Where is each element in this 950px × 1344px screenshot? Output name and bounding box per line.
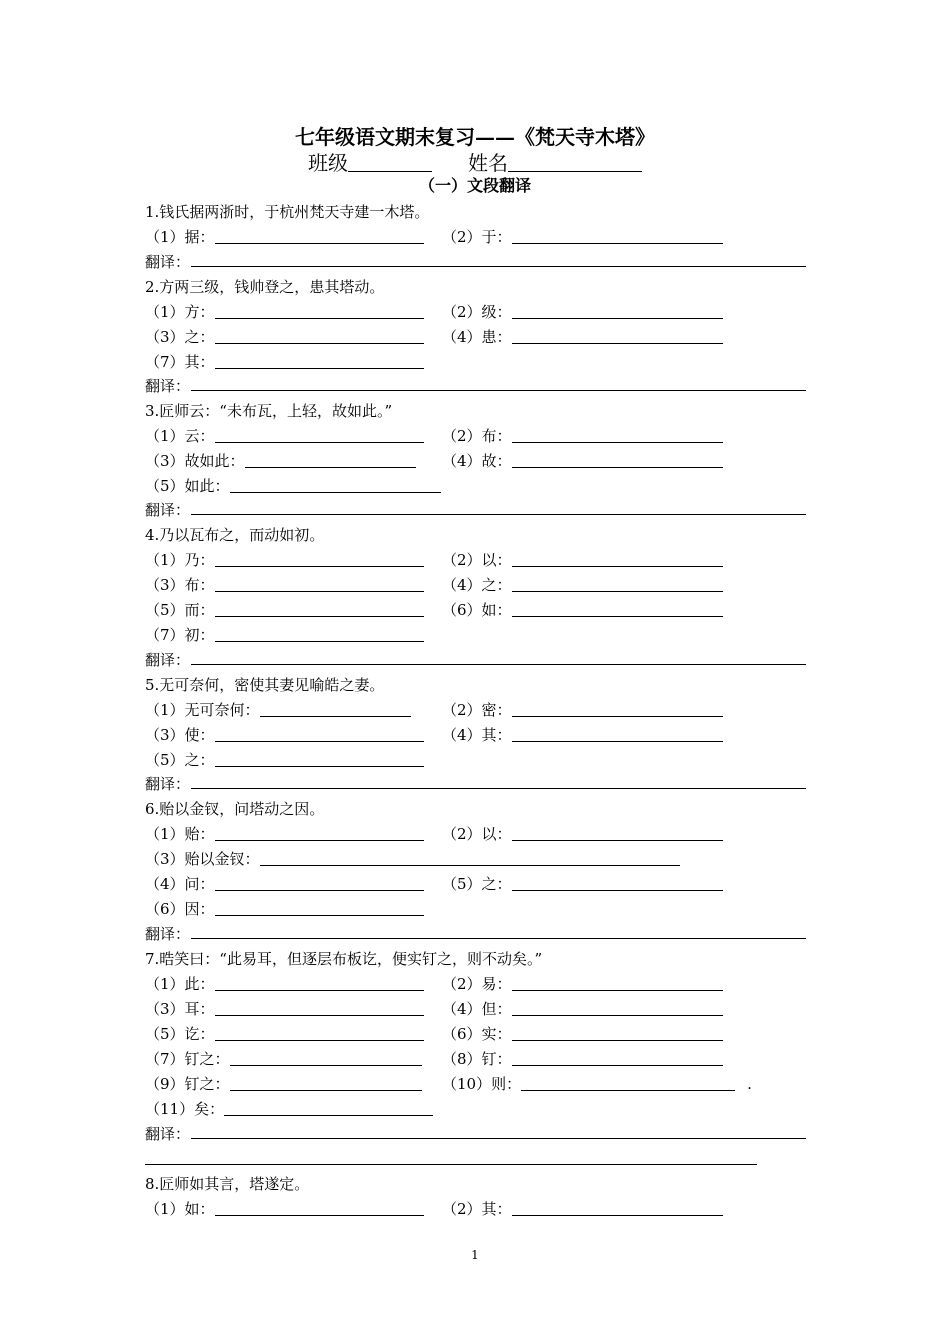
section-title: （一）文段翻译 <box>418 176 531 195</box>
item-label: （2）布： <box>442 427 512 445</box>
answer-blank[interactable] <box>215 1026 424 1041</box>
item-label: （2）以： <box>442 825 512 843</box>
answer-blank[interactable] <box>512 727 723 742</box>
question-sentence: 5.无可奈何，密使其妻见喻皓之妻。 <box>145 676 385 694</box>
answer-blank[interactable] <box>512 1201 723 1216</box>
item-label: （5）之： <box>442 875 512 893</box>
item-label: （2）以： <box>442 551 512 569</box>
item-label: （3）之： <box>145 328 215 346</box>
item-label: （5）如此： <box>145 477 230 495</box>
name-label: 姓名 <box>468 151 508 175</box>
translation-row <box>145 924 190 944</box>
translation-row <box>145 1124 190 1144</box>
answer-blank[interactable] <box>512 1026 723 1041</box>
answer-blank[interactable] <box>215 354 424 369</box>
answer-blank[interactable] <box>215 901 424 916</box>
answer-blank[interactable] <box>512 826 723 841</box>
translation-blank[interactable] <box>191 252 806 267</box>
item-label: （7）钉之： <box>145 1050 230 1068</box>
answer-blank[interactable] <box>215 727 424 742</box>
translate-label: 翻译： <box>145 377 191 395</box>
item-label: （1）如： <box>145 1200 215 1218</box>
translation-blank[interactable] <box>191 376 806 391</box>
answer-blank[interactable] <box>215 627 424 642</box>
answer-blank[interactable] <box>230 1076 422 1091</box>
answer-blank[interactable] <box>215 577 424 592</box>
question-sentence: 6.贻以金钗，问塔动之因。 <box>145 800 325 818</box>
item-label: （1）据： <box>145 228 215 246</box>
item-label: （4）故： <box>442 452 512 470</box>
translation-row <box>145 500 190 520</box>
answer-blank[interactable] <box>512 702 723 717</box>
item-label: （4）之： <box>442 576 512 594</box>
item-label: （5）讫： <box>145 1025 215 1043</box>
answer-blank[interactable] <box>512 602 723 617</box>
translation-row <box>145 650 190 670</box>
question-sentence: 4.乃以瓦布之，而动如初。 <box>145 526 325 544</box>
item-label: （6）如： <box>442 601 512 619</box>
answer-blank[interactable] <box>215 329 424 344</box>
answer-blank[interactable] <box>245 453 416 468</box>
answer-blank[interactable] <box>230 478 441 493</box>
item-label: （8）钉： <box>442 1050 512 1068</box>
item-label: （1）云： <box>145 427 215 445</box>
answer-blank[interactable] <box>224 1101 433 1116</box>
item-label: （3）耳： <box>145 1000 215 1018</box>
answer-blank[interactable] <box>512 428 723 443</box>
item-label: （1）此： <box>145 975 215 993</box>
name-blank[interactable] <box>508 151 642 172</box>
answer-blank[interactable] <box>512 453 723 468</box>
translation-blank[interactable] <box>191 500 806 515</box>
translate-label: 翻译： <box>145 253 191 271</box>
answer-blank[interactable] <box>215 1001 424 1016</box>
student-info-row <box>0 151 950 175</box>
item-label: （2）密： <box>442 701 512 719</box>
class-label: 班级 <box>308 151 348 175</box>
answer-blank[interactable] <box>512 976 723 991</box>
answer-blank[interactable] <box>215 428 424 443</box>
question-sentence: 7.晧笑曰：“此易耳，但逐层布板讫，便实钉之，则不动矣。” <box>145 950 543 968</box>
item-label: （6）实： <box>442 1025 512 1043</box>
item-label: （11）矣： <box>145 1100 225 1118</box>
translation-row <box>145 252 190 272</box>
translate-label: 翻译： <box>145 501 191 519</box>
answer-blank[interactable] <box>512 229 723 244</box>
item-label: （6）因： <box>145 900 215 918</box>
item-label: （9）钉之： <box>145 1075 230 1093</box>
answer-blank[interactable] <box>260 851 680 866</box>
answer-blank[interactable] <box>215 602 424 617</box>
item-label: （10）则： <box>442 1075 522 1093</box>
item-label: （7）其： <box>145 353 215 371</box>
translate-label: 翻译： <box>145 925 191 943</box>
answer-blank[interactable] <box>260 702 411 717</box>
item-label: （2）级： <box>442 303 512 321</box>
item-label: （3）贻以金钗： <box>145 850 260 868</box>
answer-blank[interactable] <box>512 577 723 592</box>
translation-blank[interactable] <box>191 774 806 789</box>
answer-blank[interactable] <box>512 1001 723 1016</box>
answer-blank[interactable] <box>215 976 424 991</box>
item-label: （1）无可奈何： <box>145 701 260 719</box>
answer-blank[interactable] <box>512 304 723 319</box>
item-label: （1）贻： <box>145 825 215 843</box>
item-label: （1）方： <box>145 303 215 321</box>
item-label: （4）患： <box>442 328 512 346</box>
item-label: （4）其： <box>442 726 512 744</box>
answer-blank[interactable] <box>512 1051 723 1066</box>
answer-blank[interactable] <box>215 552 424 567</box>
translate-label: 翻译： <box>145 1125 191 1143</box>
item-label: （4）问： <box>145 875 215 893</box>
answer-blank[interactable] <box>215 229 424 244</box>
translate-label: 翻译： <box>145 775 191 793</box>
question-sentence: 1.钱氏据两浙时，于杭州梵天寺建一木塔。 <box>145 203 430 221</box>
item-label: （3）使： <box>145 726 215 744</box>
trailing-period: . <box>747 1075 752 1093</box>
item-label: （2）易： <box>442 975 512 993</box>
translate-label: 翻译： <box>145 651 191 669</box>
translation-row <box>145 774 190 794</box>
translation-continuation-blank[interactable] <box>145 1164 757 1165</box>
question-sentence: 2.方两三级，钱帅登之，患其塔动。 <box>145 278 385 296</box>
item-label: （5）而： <box>145 601 215 619</box>
translation-row <box>145 376 190 396</box>
answer-blank[interactable] <box>521 1076 735 1091</box>
answer-blank[interactable] <box>215 304 424 319</box>
item-label: （3）布： <box>145 576 215 594</box>
answer-blank[interactable] <box>215 876 424 891</box>
item-label: （7）初： <box>145 626 215 644</box>
translation-blank[interactable] <box>191 1124 806 1139</box>
item-label: （5）之： <box>145 751 215 769</box>
class-blank[interactable] <box>348 151 432 172</box>
translation-blank[interactable] <box>191 924 806 939</box>
answer-blank[interactable] <box>512 329 723 344</box>
answer-blank[interactable] <box>230 1051 422 1066</box>
page-title: 七年级语文期末复习——《梵天寺木塔》 <box>295 125 655 149</box>
item-label: （4）但： <box>442 1000 512 1018</box>
question-sentence: 8.匠师如其言，塔遂定。 <box>145 1175 310 1193</box>
item-label: （1）乃： <box>145 551 215 569</box>
answer-blank[interactable] <box>215 1201 424 1216</box>
answer-blank[interactable] <box>215 752 424 767</box>
question-sentence: 3.匠师云：“未布瓦，上轻，故如此。” <box>145 402 393 420</box>
item-label: （2）于： <box>442 228 512 246</box>
item-label: （2）其： <box>442 1200 512 1218</box>
item-label: （3）故如此： <box>145 452 245 470</box>
answer-blank[interactable] <box>215 826 424 841</box>
answer-blank[interactable] <box>512 876 723 891</box>
page-number: 1 <box>471 1248 479 1262</box>
answer-blank[interactable] <box>512 552 723 567</box>
translation-blank[interactable] <box>191 650 806 665</box>
